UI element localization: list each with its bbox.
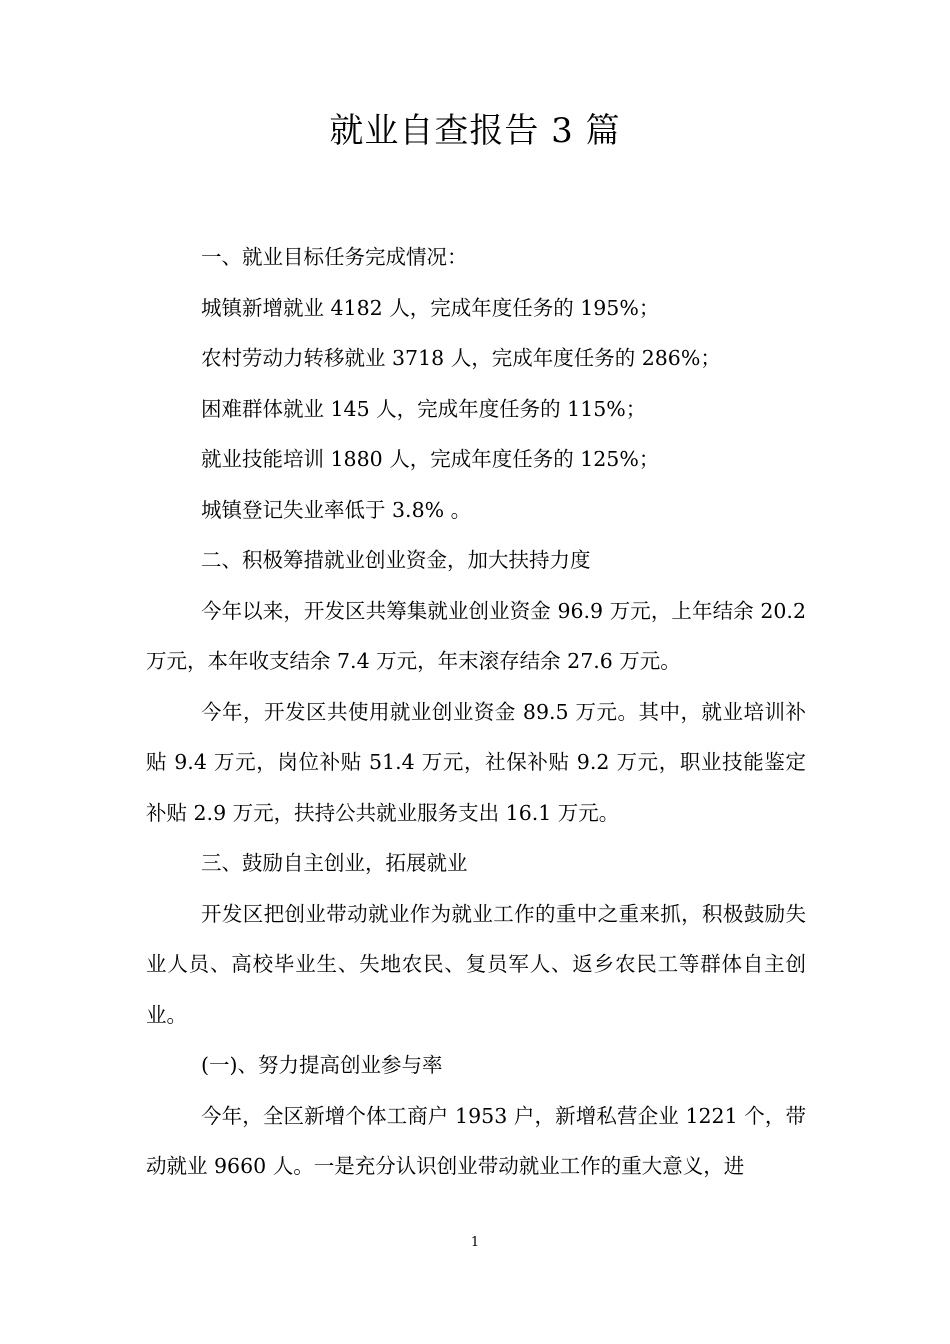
section-heading-2: 二、积极筹措就业创业资金，加大扶持力度 xyxy=(201,548,591,572)
subsection-heading-1: (一)、努力提高创业参与率 xyxy=(201,1053,443,1077)
section-heading-1: 一、就业目标任务完成情况： xyxy=(201,245,468,269)
paragraph-urban-employment: 城镇新增就业 4182 人，完成年度任务的 195%； xyxy=(201,295,660,320)
paragraph-funds-used: 今年，开发区共使用就业创业资金 89.5 万元。其中，就业培训补贴 9.4 万元，岗位补贴 51.4 万元，社保补贴 9.2 万元，职业技能鉴定补贴 2.9 万元，扶持公共就业服务支出 16.1 万元。 xyxy=(146,699,806,825)
paragraph-funds-raised: 今年以来，开发区共筹集就业创业资金 96.9 万元，上年结余 20.2 万元，本年收支结余 7.4 万元，年末滚存结余 27.6 万元。 xyxy=(146,598,806,673)
page-number: 1 xyxy=(470,1235,480,1250)
document-body xyxy=(146,232,806,1192)
section-heading-3: 三、鼓励自主创业，拓展就业 xyxy=(201,851,468,875)
paragraph-entrepreneurship: 开发区把创业带动就业作为就业工作的重中之重来抓，积极鼓励失业人员、高校毕业生、失地农民、复员军人、返乡农民工等群体自主创业。 xyxy=(146,901,806,1027)
paragraph-unemployment-rate: 城镇登记失业率低于 3.8% 。 xyxy=(201,497,472,522)
paragraph-difficult-groups: 困难群体就业 145 人，完成年度任务的 115%； xyxy=(201,396,647,421)
document-title: 就业自查报告 3 篇 xyxy=(329,111,621,151)
paragraph-skills-training: 就业技能培训 1880 人，完成年度任务的 125%； xyxy=(201,447,660,471)
paragraph-new-businesses: 今年，全区新增个体工商户 1953 户，新增私营企业 1221 个，带动就业 9660 人。一是充分认识创业带动就业工作的重大意义，进 xyxy=(146,1103,806,1178)
paragraph-rural-labor: 农村劳动力转移就业 3718 人，完成年度任务的 286%； xyxy=(201,346,721,370)
